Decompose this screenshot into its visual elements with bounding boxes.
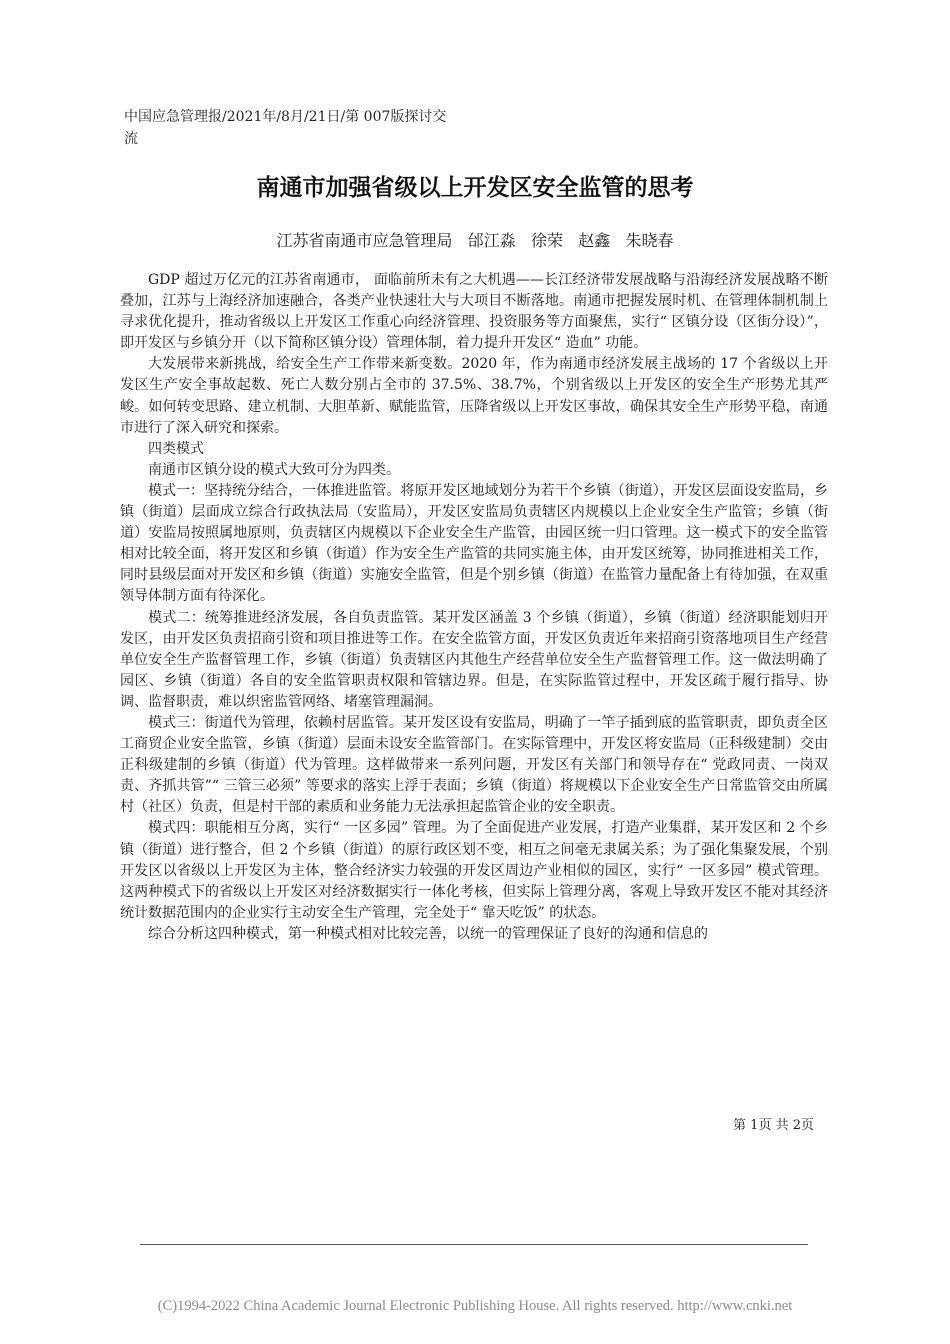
article-title: 南通市加强省级以上开发区安全监管的思考 [256, 175, 694, 201]
page-number: 第 1页 共 2页 [733, 1118, 814, 1133]
paragraph: 模式四：职能相互分离，实行“ 一区多园” 管理。为了全面促进产业发展，打造产业集群，某开发区和 2 个乡镇（街道）进行整合，但 2 个乡镇（街道）的原行政区划不变，相互之间毫无隶属关系；为了强化集聚发展，个别开发区以省级以上开发区为主体，整合经济实力较强的开发区周边产业相似的园区，实行“ 一区多园” 模式管理。这两种模式下的省级以上开发区对经济数据实行一体化考核，但实际上管理分离，客观上导致开发区不能对其经济统计数据范围内的企业实行主动安全生产管理，完全处于“ 靠天吃饭” 的状态。 [120, 820, 828, 921]
paragraph: 大发展带来新挑战，给安全生产工作带来新变数。2020 年，作为南通市经济发展主战场的 17 个省级以上开发区生产安全事故起数、死亡人数分别占全市的 37.5%、38.7%，个别省级以上开发区的安全生产形势尤其严峻。如何转变思路、建立机制、大胆革新、赋能监管，压降省级以上开发区事故，确保其安全生产形势平稳，南通市进行了深入研究和探索。 [120, 356, 828, 436]
footer-divider [140, 1244, 808, 1245]
paragraph: 模式三：街道代为管理，依赖村居监管。某开发区设有安监局，明确了一竿子插到底的监管职责，即负责全区工商贸企业安全监管，乡镇（街道）层面未设安全监管部门。在实际管理中，开发区将安监局（正科级建制）交由正科级建制的乡镇（街道）代为管理。这样做带来一系列问题，开发区有关部门和领导存在“ 党政同责、一岗双责、齐抓共管”“ 三管三必须” 等要求的落实上浮于表面；乡镇（街道）将规模以下企业安全生产日常监管交由所属村（社区）负责，但是村干部的素质和业务能力无法承担起监管企业的安全职责。 [120, 714, 828, 816]
paragraph: 综合分析这四种模式，第一种模式相对比较完善，以统一的管理保证了良好的沟通和信息的 [148, 925, 708, 942]
article-body [120, 270, 828, 945]
paragraph: GDP 超过万亿元的江苏省南通市， 面临前所未有之大机遇——长江经济带发展战略与沿海经济发展战略不断叠加，江苏与上海经济加速融合，各类产业快速壮大与大项目不断落地。南通市把握发展时机、在管理体制机制上寻求优化提升，推动省级以上开发区工作重心向经济管理、投资服务等方面聚焦，实行“ 区镇分设（区街分设）”，即开发区与乡镇分开（以下简称区镇分设）管理体制，着力提升开发区“ 造血” 功能。 [120, 272, 828, 352]
copyright-notice: (C)1994-2022 China Academic Journal Electronic Publishing House. All rights reserved. http://www.cnki.net [157, 1298, 793, 1314]
paragraph: 模式二：统筹推进经济发展，各自负责监管。某开发区涵盖 3 个乡镇（街道），乡镇（街道）经济职能划归开发区，由开发区负责招商引资和项目推进等工作。在安全监管方面，开发区负责近年来招商引资落地项目生产经营单位安全生产监督管理工作，乡镇（街道）负责辖区内其他生产经营单位安全生产监督管理工作。这一做法明确了园区、乡镇（街道）各自的安全监管职责权限和管辖边界。但是，在实际监管过程中，开发区疏于履行指导、协调、监督职责，难以织密监管网络、堵塞管理漏洞。 [120, 609, 828, 710]
paragraph: 南通市区镇分设的模式大致可分为四类。 [148, 461, 400, 478]
article-authors: 江苏省南通市应急管理局 邰江淼 徐荣 赵鑫 朱晓春 [276, 231, 674, 250]
source-citation: 中国应急管理报/2021年/8月/21日/第 007版探讨交流 [124, 109, 447, 147]
section-heading: 四类模式 [148, 440, 204, 457]
paragraph: 模式一：坚持统分结合，一体推进监管。将原开发区地域划分为若干个乡镇（街道），开发区层面设安监局，乡镇（街道）层面成立综合行政执法局（安监局），开发区安监局负责辖区内规模以上企业安全生产监管；乡镇（街道）安监局按照属地原则，负责辖区内规模以下企业安全生产监管，由园区统一归口管理。这一模式下的安全监管相对比较全面，将开发区和乡镇（街道）作为安全生产监管的共同实施主体，由开发区统筹，协同推进相关工作，同时县级层面对开发区和乡镇（街道）实施安全监管，但是个别乡镇（街道）在监管力量配备上有待加强，在双重领导体制方面有待深化。 [120, 482, 828, 605]
